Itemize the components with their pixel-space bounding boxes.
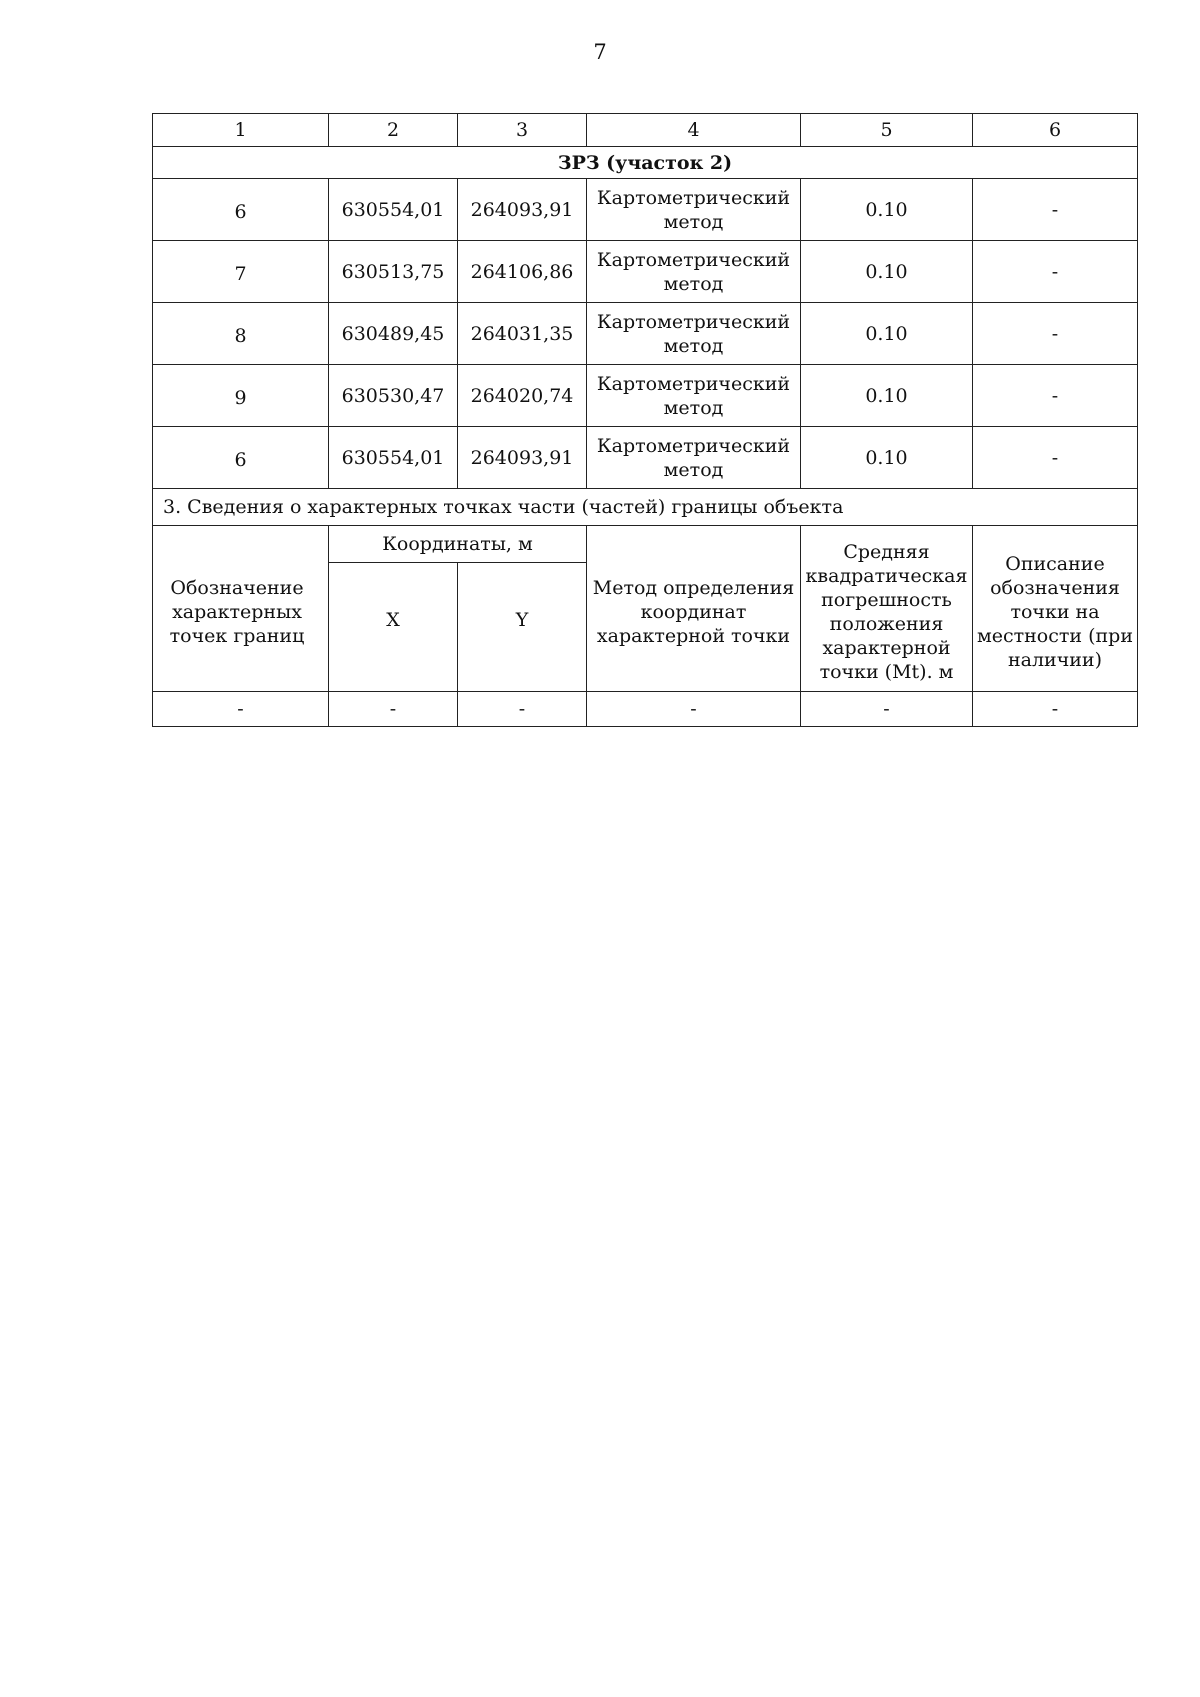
designation-header-text: Обозначение характерных точек границ xyxy=(169,576,305,647)
table-row xyxy=(153,241,1138,303)
point-number: 9 xyxy=(153,365,329,427)
coord-x: 630513,75 xyxy=(329,241,458,303)
point-number: 6 xyxy=(153,427,329,489)
point-number: 7 xyxy=(153,241,329,303)
coord-y: 264093,91 xyxy=(458,427,587,489)
table-row xyxy=(153,365,1138,427)
y-header: Y xyxy=(458,563,587,692)
table-row xyxy=(153,427,1138,489)
column-numbers-row xyxy=(153,114,1138,147)
accuracy: 0.10 xyxy=(801,303,973,365)
point-number: 8 xyxy=(153,303,329,365)
column-number: 5 xyxy=(801,114,973,147)
description: - xyxy=(973,241,1138,303)
coord-x: 630489,45 xyxy=(329,303,458,365)
section-title-row xyxy=(153,147,1138,179)
section3-header-row xyxy=(153,526,1138,563)
empty-cell: - xyxy=(458,692,587,727)
coord-x: 630530,47 xyxy=(329,365,458,427)
column-number: 6 xyxy=(973,114,1138,147)
boundary-points-table xyxy=(152,113,1138,727)
page-number: 7 xyxy=(593,40,607,64)
coordinates-header: Координаты, м xyxy=(329,526,587,563)
accuracy-header: Средняя квадратическая погрешность положения характерной точки (Mt). м xyxy=(801,526,973,692)
accuracy: 0.10 xyxy=(801,179,973,241)
column-number: 3 xyxy=(458,114,587,147)
coord-y: 264031,35 xyxy=(458,303,587,365)
section3-title-row xyxy=(153,489,1138,526)
section-title: ЗРЗ (участок 2) xyxy=(153,147,1138,179)
table-row xyxy=(153,179,1138,241)
table-row xyxy=(153,692,1138,727)
method-header: Метод определения координат характерной точки xyxy=(587,526,801,692)
section3-title: 3. Сведения о характерных точках части (частей) границы объекта xyxy=(153,489,1138,526)
method: Картометрический метод xyxy=(587,303,801,365)
coord-x: 630554,01 xyxy=(329,179,458,241)
method: Картометрический метод xyxy=(587,427,801,489)
accuracy: 0.10 xyxy=(801,365,973,427)
method: Картометрический метод xyxy=(587,241,801,303)
empty-cell: - xyxy=(801,692,973,727)
empty-cell: - xyxy=(587,692,801,727)
description: - xyxy=(973,179,1138,241)
coord-y: 264020,74 xyxy=(458,365,587,427)
coord-y: 264093,91 xyxy=(458,179,587,241)
empty-cell: - xyxy=(329,692,458,727)
table-row xyxy=(153,303,1138,365)
description: - xyxy=(973,365,1138,427)
description: - xyxy=(973,427,1138,489)
accuracy: 0.10 xyxy=(801,427,973,489)
column-number: 4 xyxy=(587,114,801,147)
designation-header xyxy=(153,526,329,692)
column-number: 1 xyxy=(153,114,329,147)
method: Картометрический метод xyxy=(587,365,801,427)
coord-x: 630554,01 xyxy=(329,427,458,489)
x-header: X xyxy=(329,563,458,692)
coord-y: 264106,86 xyxy=(458,241,587,303)
description-header: Описание обозначения точки на местности (при наличии) xyxy=(973,526,1138,692)
method: Картометрический метод xyxy=(587,179,801,241)
point-number: 6 xyxy=(153,179,329,241)
column-number: 2 xyxy=(329,114,458,147)
description: - xyxy=(973,303,1138,365)
empty-cell: - xyxy=(973,692,1138,727)
empty-cell: - xyxy=(153,692,329,727)
accuracy: 0.10 xyxy=(801,241,973,303)
